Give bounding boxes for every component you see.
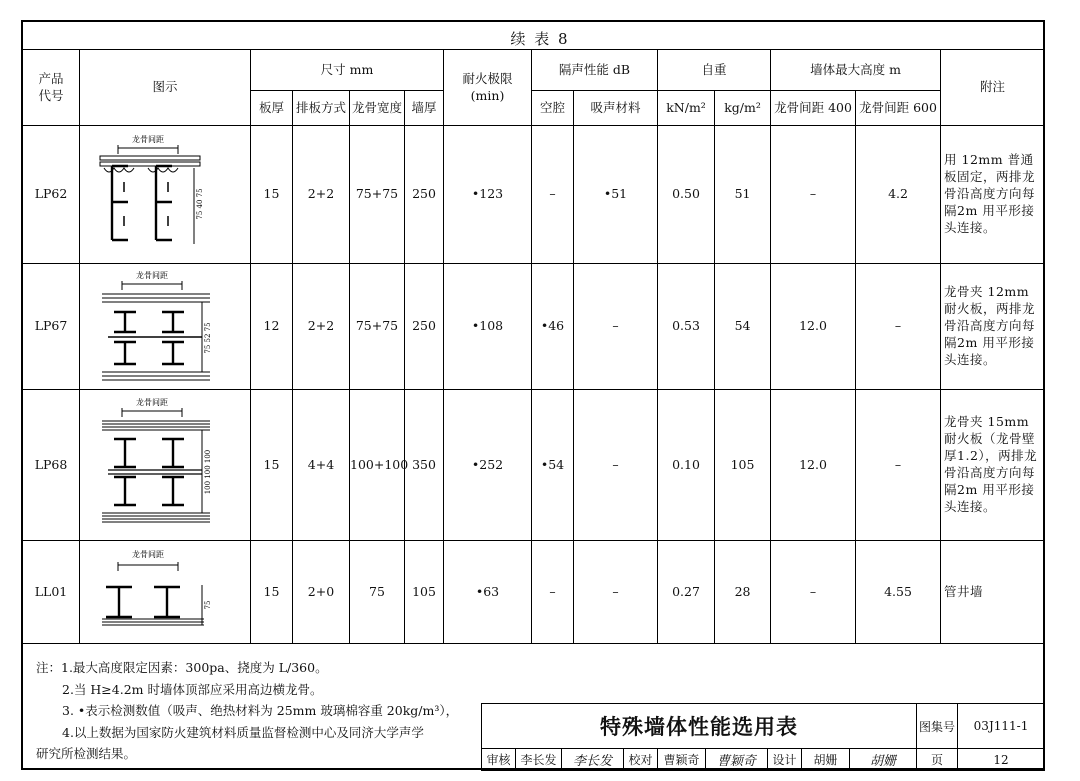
absorbent: •51: [574, 126, 658, 264]
board-thickness: 15: [251, 126, 293, 264]
header-stud600: 龙骨间距 600: [856, 91, 941, 126]
stud-spacing-label: 龙骨间距: [132, 550, 164, 559]
cavity: –: [532, 126, 574, 264]
weight-kn: 0.50: [658, 126, 715, 264]
header-stud400: 龙骨间距 400: [771, 91, 856, 126]
header-sound-group: 隔声性能 dB: [532, 50, 658, 91]
absorbent: –: [574, 390, 658, 541]
weight-kg: 51: [715, 126, 771, 264]
board-thickness: 15: [251, 541, 293, 644]
reviewer-name: 李长发: [516, 749, 562, 771]
product-code: LP68: [23, 390, 80, 541]
wall-section-diagram: [80, 390, 251, 541]
layout: 4+4: [293, 390, 350, 541]
weight-kg: 54: [715, 264, 771, 390]
designer-signature: 胡姗: [850, 749, 917, 771]
header-weight-group: 自重: [658, 50, 771, 91]
fire-limit-label: 耐火极限: [462, 70, 513, 86]
weight-kg: 105: [715, 390, 771, 541]
height-400: 12.0: [771, 264, 856, 390]
note-line: 注：1.最大高度限定因素：300pa、挠度为 L/360。: [36, 660, 328, 675]
absorbent: –: [574, 264, 658, 390]
cavity: •54: [532, 390, 574, 541]
atlas-label: 图集号: [917, 704, 958, 749]
lp67-section-drawing: [90, 268, 240, 386]
table-title: 续 表 8: [510, 30, 570, 48]
cavity: –: [532, 541, 574, 644]
height-600: 4.55: [856, 541, 941, 644]
stud-spacing-label: 龙骨间距: [132, 134, 164, 144]
lp67-dimension-text: 75 52 75: [204, 321, 212, 354]
designer-name: 胡姗: [802, 749, 850, 771]
weight-kn: 0.27: [658, 541, 715, 644]
height-400: –: [771, 541, 856, 644]
wall-section-diagram: [80, 126, 251, 264]
wall-section-diagram: [80, 264, 251, 390]
design-label: 设计: [768, 749, 802, 771]
notes-block: [36, 657, 496, 765]
lp68-section-drawing: [90, 395, 240, 535]
layout: 2+2: [293, 126, 350, 264]
check-label: 校对: [624, 749, 658, 771]
product-code: LP67: [23, 264, 80, 390]
board-thickness: 15: [251, 390, 293, 541]
fire-limit: •123: [444, 126, 532, 264]
header-wall-thickness: 墙厚: [405, 91, 444, 126]
header-remarks: 附注: [941, 50, 1045, 126]
height-600: –: [856, 264, 941, 390]
wall-thickness: 105: [405, 541, 444, 644]
absorbent: –: [574, 541, 658, 644]
stud-width: 100+100: [350, 390, 405, 541]
weight-kn: 0.53: [658, 264, 715, 390]
header-kn: kN/m²: [658, 91, 715, 126]
table-row: [23, 390, 1045, 541]
note-line: 2.当 H≥4.2m 时墙体顶部应采用高边横龙骨。: [62, 681, 323, 697]
checker-signature: 曹颖奇: [706, 749, 768, 771]
stud-width: 75: [350, 541, 405, 644]
lp62-dimension-text: 75 40 75: [196, 187, 204, 220]
remark: 管井墙: [941, 541, 1045, 644]
header-absorbent: 吸声材料: [574, 91, 658, 126]
table-row: [23, 264, 1045, 390]
performance-table: [22, 49, 1045, 644]
cavity: •46: [532, 264, 574, 390]
checker-name: 曹颖奇: [658, 749, 706, 771]
weight-kn: 0.10: [658, 390, 715, 541]
stud-width: 75+75: [350, 126, 405, 264]
header-cavity: 空腔: [532, 91, 574, 126]
header-height-group: 墙体最大高度 m: [771, 50, 941, 91]
fire-limit: •252: [444, 390, 532, 541]
note-line: 3. •表示检测数值（吸声、绝热材料为 25mm 玻璃棉容重 20kg/m³），: [62, 703, 459, 718]
stud-spacing-label: 龙骨间距: [136, 398, 168, 407]
height-400: 12.0: [771, 390, 856, 541]
header-diagram: 图示: [80, 50, 251, 126]
lp68-dimension-text: 100 100 100: [204, 449, 212, 495]
height-600: –: [856, 390, 941, 541]
height-600: 4.2: [856, 126, 941, 264]
page-number: 12: [958, 749, 1045, 771]
title-block: [481, 703, 1045, 771]
fire-limit: •108: [444, 264, 532, 390]
ll01-section-drawing: [90, 547, 240, 637]
lp62-section-drawing: [90, 132, 240, 258]
wall-thickness: 250: [405, 126, 444, 264]
atlas-number: 03J111-1: [958, 704, 1045, 749]
wall-section-diagram: [80, 541, 251, 644]
note-line: 研究所检测结果。: [36, 746, 137, 761]
wall-thickness: 250: [405, 264, 444, 390]
product-code: LP62: [23, 126, 80, 264]
stud-width: 75+75: [350, 264, 405, 390]
remark: 用 12mm 普通板固定，两排龙骨沿高度方向每隔2m 用平形接头连接。: [941, 126, 1045, 264]
table-row: [23, 541, 1045, 644]
header-fire-limit: [444, 50, 532, 126]
header-row-1: [23, 50, 1045, 91]
stud-spacing-label: 龙骨间距: [136, 270, 168, 280]
header-stud-width: 龙骨宽度: [350, 91, 405, 126]
header-size-group: 尺寸 mm: [251, 50, 444, 91]
header-board-thickness: 板厚: [251, 91, 293, 126]
reviewer-signature: 李长发: [562, 749, 624, 771]
layout: 2+0: [293, 541, 350, 644]
page-label: 页: [917, 749, 958, 771]
drawing-title: 特殊墙体性能选用表: [482, 704, 917, 749]
board-thickness: 12: [251, 264, 293, 390]
header-product-code: 产品 代号: [23, 50, 80, 126]
weight-kg: 28: [715, 541, 771, 644]
layout: 2+2: [293, 264, 350, 390]
remark: 龙骨夹 15mm 耐火板（龙骨壁厚1.2），两排龙骨沿高度方向每隔2m 用平形接头连接。: [941, 390, 1045, 541]
fire-limit: •63: [444, 541, 532, 644]
header-layout: 排板方式: [293, 91, 350, 126]
wall-thickness: 350: [405, 390, 444, 541]
product-code: LL01: [23, 541, 80, 644]
height-400: –: [771, 126, 856, 264]
header-kg: kg/m²: [715, 91, 771, 126]
note-line: 4.以上数据为国家防火建筑材料质量监督检测中心及同济大学声学: [62, 724, 424, 740]
table-row: [23, 126, 1045, 264]
fire-limit-unit: (min): [470, 87, 505, 103]
review-label: 审核: [482, 749, 516, 771]
ll01-dimension-text: 75: [204, 600, 212, 610]
remark: 龙骨夹 12mm 耐火板，两排龙骨沿高度方向每隔2m 用平形接头连接。: [941, 264, 1045, 390]
